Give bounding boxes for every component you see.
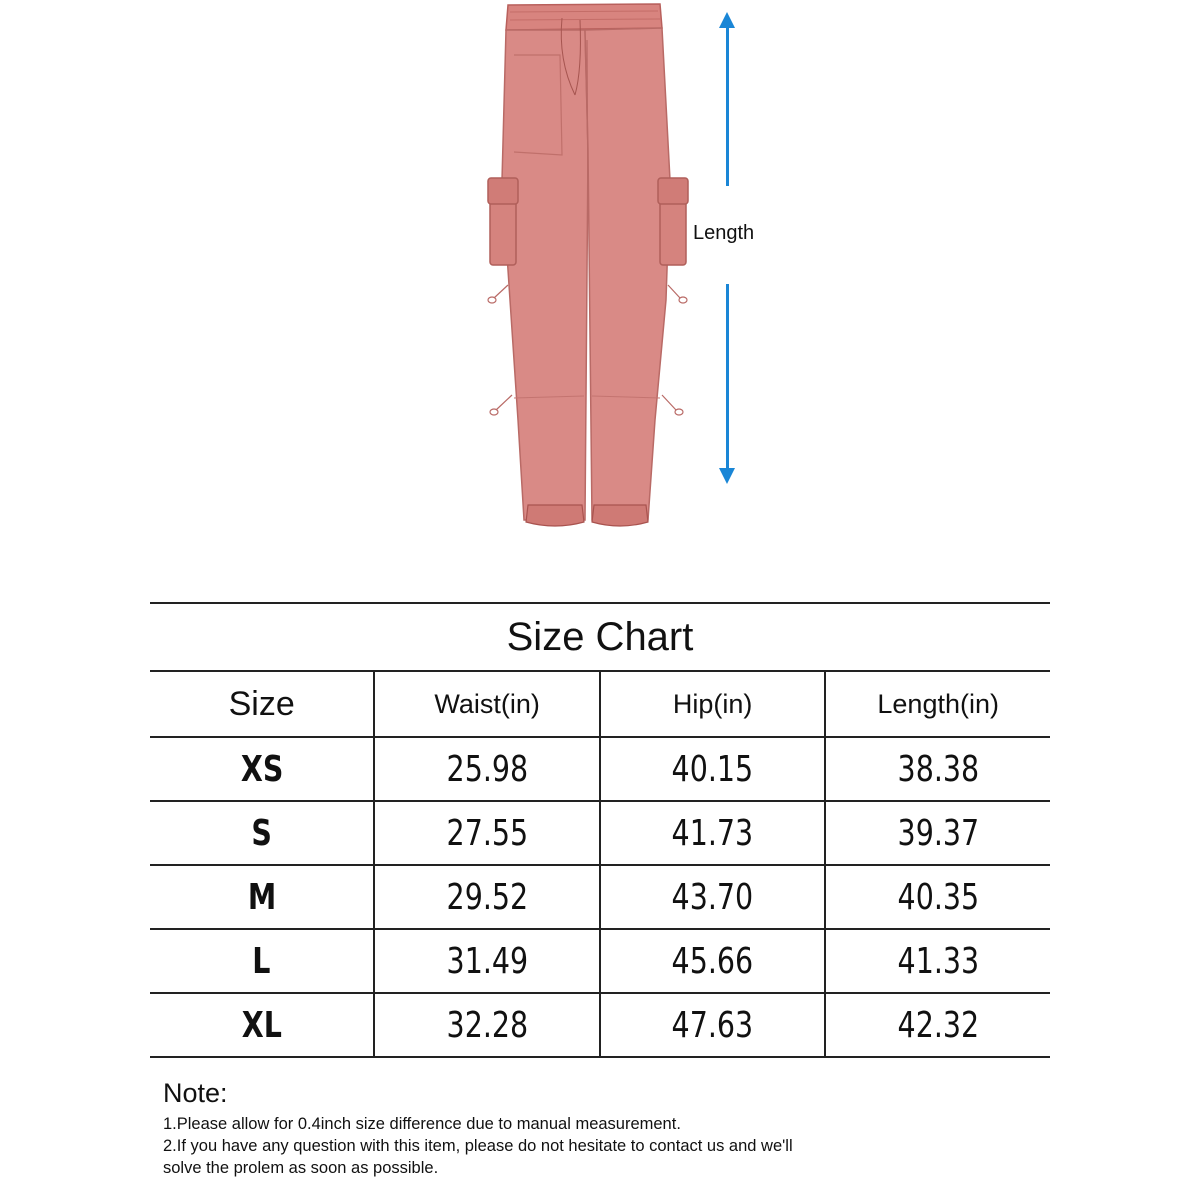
- hip-cell: 41.73: [600, 801, 825, 865]
- note-title: Note:: [163, 1078, 228, 1108]
- size-cell: XS: [150, 737, 374, 801]
- note-line: 1.Please allow for 0.4inch size difference due to manual measurement.: [163, 1115, 681, 1133]
- length-cell: 39.37: [825, 801, 1050, 865]
- size-chart-title: Size Chart: [150, 603, 1050, 671]
- waist-cell: 25.98: [374, 737, 600, 801]
- length-arrow-line-bottom: [726, 284, 729, 470]
- table-row: [150, 865, 1050, 929]
- hip-cell: 40.15: [600, 737, 825, 801]
- note-section: [163, 1078, 793, 1179]
- header-length: Length(in): [825, 671, 1050, 737]
- length-cell: 41.33: [825, 929, 1050, 993]
- arrow-down-icon: [719, 468, 735, 484]
- cargo-pants-illustration: [480, 0, 710, 535]
- length-cell: 42.32: [825, 993, 1050, 1057]
- header-hip: Hip(in): [600, 671, 825, 737]
- hip-cell: 45.66: [600, 929, 825, 993]
- waist-cell: 29.52: [374, 865, 600, 929]
- size-chart-title-row: [150, 603, 1050, 671]
- length-measure-label: Length: [693, 222, 755, 244]
- size-cell: L: [150, 929, 374, 993]
- size-cell: S: [150, 801, 374, 865]
- table-header-row: [150, 671, 1050, 737]
- waist-cell: 32.28: [374, 993, 600, 1057]
- header-waist: Waist(in): [374, 671, 600, 737]
- table-row: [150, 993, 1050, 1057]
- length-cell: 38.38: [825, 737, 1050, 801]
- size-cell: XL: [150, 993, 374, 1057]
- hip-cell: 47.63: [600, 993, 825, 1057]
- length-arrow-line-top: [726, 26, 729, 186]
- table-row: [150, 801, 1050, 865]
- header-size: Size: [150, 671, 374, 737]
- waist-cell: 27.55: [374, 801, 600, 865]
- table-row: [150, 929, 1050, 993]
- waist-cell: 31.49: [374, 929, 600, 993]
- note-line: 2.If you have any question with this item, please do not hesitate to contact us and we'll: [163, 1137, 793, 1155]
- hip-cell: 43.70: [600, 865, 825, 929]
- table-row: [150, 737, 1050, 801]
- length-cell: 40.35: [825, 865, 1050, 929]
- size-cell: M: [150, 865, 374, 929]
- note-line: solve the prolem as soon as possible.: [163, 1159, 439, 1177]
- size-chart-table: [150, 602, 1050, 1058]
